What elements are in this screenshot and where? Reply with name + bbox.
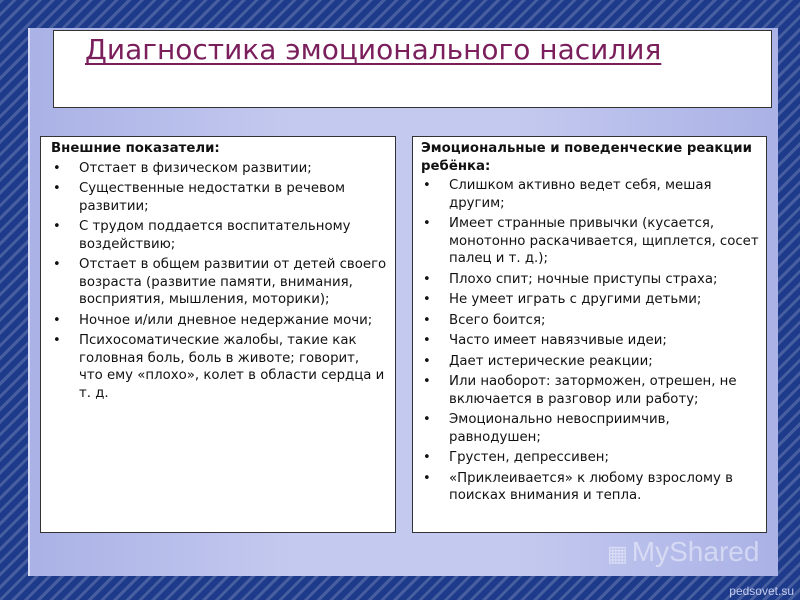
- list-item: • Отстает в физическом развитии;: [53, 160, 312, 176]
- behavioral-reactions-panel: [412, 136, 767, 533]
- bullet-icon: •: [53, 181, 61, 196]
- bullet-icon: •: [423, 412, 431, 427]
- bullet-icon: •: [423, 178, 431, 193]
- list-item: • Имеет странные привычки (кусается, монотонно раскачивается, щиплется, сосет палец и т. д.);: [423, 216, 759, 266]
- list-item: • Грустен, депрессивен;: [423, 450, 609, 465]
- title-box: [53, 30, 772, 108]
- bullet-icon: •: [423, 292, 431, 307]
- watermark: [607, 536, 759, 568]
- list-item: • Дает истерические реакции;: [423, 353, 653, 369]
- list-item: • Существенные недостатки в речевом развитии;: [53, 181, 346, 214]
- bullet-icon: •: [53, 219, 61, 234]
- bullet-icon: •: [423, 374, 431, 389]
- bullet-icon: •: [423, 271, 431, 287]
- page-title: Диагностика эмоционального насилия: [85, 33, 662, 66]
- external-indicators-panel: [40, 136, 396, 533]
- bullet-icon: •: [423, 470, 431, 486]
- list-item: • Всего боится;: [423, 312, 546, 328]
- list-item: • Или наоборот: заторможен, отрешен, не включается в разговор или работу;: [423, 374, 737, 407]
- bullet-icon: •: [423, 333, 431, 348]
- list-item: • Часто имеет навязчивые идеи;: [423, 333, 667, 348]
- bullet-icon: •: [53, 160, 61, 176]
- list-item: • Психосоматические жалобы, такие как головная боль, боль в животе; говорит, что ему «плохо», колет в области сердца и т. д.: [53, 333, 385, 401]
- list-item: • Эмоционально невосприимчив, равнодушен;: [423, 412, 670, 445]
- source-label: pedsovet.su: [729, 584, 794, 598]
- list-item: • «Приклеивается» к любому взрослому в поисках внимания и тепла.: [423, 470, 733, 503]
- list-item: • Слишком активно ведет себя, мешая другим;: [423, 178, 712, 211]
- bullet-icon: •: [53, 312, 61, 328]
- external-indicators-heading: Внешние показатели:: [51, 141, 220, 156]
- list-item: • Не умеет играть с другими детьми;: [423, 292, 702, 307]
- list-item: • Отстает в общем развитии от детей своего возраста (развитие памяти, внимания, восприятия, мышления, моторики);: [53, 257, 387, 307]
- watermark-text: MyShared: [631, 536, 760, 567]
- presentation-icon: ▦: [607, 541, 628, 566]
- list-item: • Ночное и/или дневное недержание мочи;: [53, 312, 373, 328]
- bullet-icon: •: [53, 333, 61, 348]
- list-item: • Плохо спит; ночные приступы страха;: [423, 271, 718, 287]
- bullet-icon: •: [423, 450, 431, 465]
- bullet-icon: •: [423, 312, 431, 328]
- bullet-icon: •: [53, 257, 61, 272]
- list-item: • С трудом поддается воспитательному воздействию;: [53, 219, 351, 252]
- bullet-icon: •: [423, 353, 431, 369]
- behavioral-reactions-heading: Эмоциональные и поведенческие реакции ребёнка:: [421, 141, 752, 174]
- bullet-icon: •: [423, 216, 431, 231]
- external-indicators-list: [51, 160, 387, 403]
- behavioral-reactions-list: [421, 177, 760, 505]
